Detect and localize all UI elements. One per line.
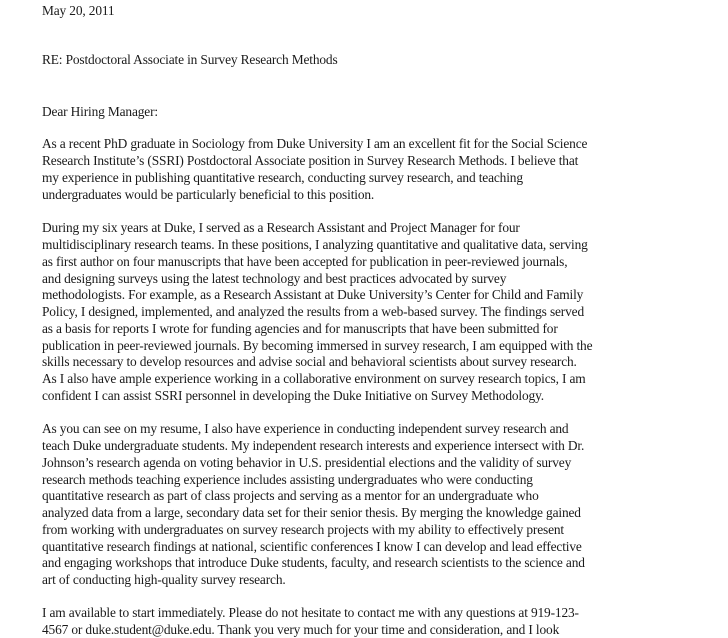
paragraph-line: 4567 or duke.student@duke.edu. Thank you very much for your time and consideration, and I look [42,622,560,637]
salutation: Dear Hiring Manager: [42,104,158,119]
paragraph-line: skills necessary to develop resources and advise social and behavioral scientists about survey research. [42,354,577,369]
paragraph-line: as first author on four manuscripts that have been accepted for publication in peer-reviewed journals, [42,254,568,269]
paragraph-line: analyzed data from a large, secondary data set for their senior thesis. By merging the knowledge gained [42,505,581,520]
paragraph-line: confident I can assist SSRI personnel in developing the Duke Initiative on Survey Methodology. [42,388,544,403]
paragraph-line: my experience in publishing quantitative research, conducting survey research, and teaching [42,170,523,185]
paragraph-line: I am available to start immediately. Please do not hesitate to contact me with any questions at 919-123- [42,605,579,620]
paragraph-line: art of conducting high-quality survey research. [42,572,286,587]
paragraph-line: Johnson’s research agenda on voting behavior in U.S. presidential elections and the validity of survey [42,455,572,470]
paragraph-line: undergraduates would be particularly beneficial to this position. [42,187,375,202]
paragraph-line: publication in peer-reviewed journals. By becoming immersed in survey research, I am equipped with the [42,338,593,353]
paragraph-line: As I also have ample experience working in a collaborative environment on survey research topics, I am [42,371,586,386]
paragraph-line: Research Institute’s (SSRI) Postdoctoral Associate position in Survey Research Methods. I believe that [42,153,579,168]
paragraph-line: and designing surveys using the latest technology and best practices advocated by survey [42,271,507,286]
paragraph-line: multidisciplinary research teams. In these positions, I analyzing quantitative and qualitative data, serving [42,237,588,252]
re-line: RE: Postdoctoral Associate in Survey Research Methods [42,52,338,67]
paragraph-line: As you can see on my resume, I also have experience in conducting independent survey research and [42,421,569,436]
paragraph-line: from working with undergraduates on survey research projects with my ability to effectively present [42,522,564,537]
paragraph-line: and engaging workshops that introduce Duke students, faculty, and research scientists to the science and [42,555,585,570]
paragraph-line: Policy, I designed, implemented, and analyzed the results from a web-based survey. The findings served [42,304,584,319]
paragraph-line: quantitative research as part of class projects and serving as a mentor for an undergraduate who [42,488,539,503]
paragraph-line: During my six years at Duke, I served as a Research Assistant and Project Manager for four [42,220,520,235]
paragraph-line: teach Duke undergraduate students. My independent research interests and experience intersect with Dr. [42,438,585,453]
letter-date: May 20, 2011 [42,3,115,18]
paragraph-line: methodologists. For example, as a Research Assistant at Duke University’s Center for Child and Family [42,287,584,302]
paragraph-line: research methods teaching experience includes assisting undergraduates who were conducting [42,472,533,487]
paragraph-line: As a recent PhD graduate in Sociology from Duke University I am an excellent fit for the Social Science [42,136,588,151]
paragraph-line: quantitative research findings at national, scientific conferences I know I can develop and lead effective [42,539,582,554]
paragraph-line: as a basis for reports I wrote for funding agencies and for manuscripts that have been submitted for [42,321,558,336]
